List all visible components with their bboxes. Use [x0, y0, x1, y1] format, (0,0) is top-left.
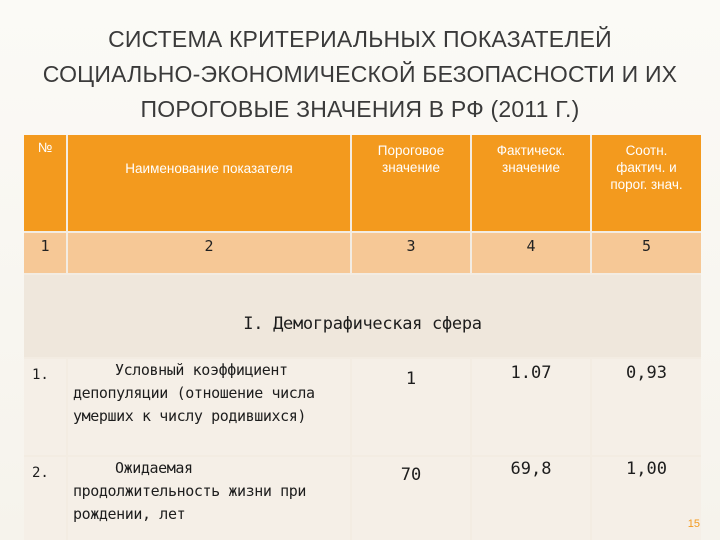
table-row-actual-cell	[472, 359, 590, 455]
header-number-label: №	[37, 140, 53, 155]
table-row-actual-cell	[472, 457, 590, 540]
header-ratio-line: Соотн.	[625, 143, 668, 158]
column-number: 2	[204, 237, 214, 255]
title-line-2: СОЦИАЛЬНО-ЭКОНОМИЧЕСКОЙ БЕЗОПАСНОСТИ И ИХ	[42, 61, 678, 87]
header-actual-line: Фактическ.	[496, 143, 566, 158]
header-threshold-line: Пороговое	[377, 143, 445, 158]
indicator-name: Ожидаемая продолжительность жизни при рождении, лет	[73, 459, 307, 523]
column-number: 3	[406, 237, 416, 255]
table-row-index-cell	[24, 359, 66, 455]
row-index: 1.	[32, 367, 49, 383]
header-ratio-label	[592, 142, 701, 193]
actual-value: 1.07	[510, 363, 552, 383]
column-number-cell	[24, 233, 66, 273]
threshold-value: 1	[405, 369, 417, 389]
section-title: I. Демографическая сфера	[243, 314, 482, 334]
page-number: 15	[687, 518, 700, 530]
header-actual	[472, 135, 590, 231]
header-threshold-label	[352, 142, 470, 176]
header-threshold-line: значение	[382, 160, 440, 175]
column-number: 5	[641, 237, 652, 255]
ratio-value: 1,00	[626, 459, 667, 479]
header-ratio-line: фактич. и	[616, 160, 677, 175]
header-actual-line: значение	[502, 160, 560, 175]
threshold-value: 70	[400, 465, 422, 485]
table-row-ratio-cell	[592, 457, 701, 540]
slide-title	[20, 22, 700, 127]
header-ratio	[592, 135, 701, 231]
table-row-threshold-cell	[352, 457, 470, 540]
table-row-threshold-cell	[352, 359, 470, 455]
header-indicator-name	[68, 135, 350, 231]
table-row-index-cell	[24, 457, 66, 540]
column-number-cell	[472, 233, 590, 273]
ratio-value: 0,93	[626, 363, 667, 383]
table-row-name-cell	[68, 457, 350, 540]
header-number	[24, 135, 66, 231]
table-row-name-cell	[68, 359, 350, 455]
indicator-name: Условный коэффициент депопуляции (отношение числа умерших к числу родившихся)	[73, 361, 315, 425]
column-number-cell	[68, 233, 350, 273]
actual-value: 69,8	[510, 459, 552, 479]
column-number-cell	[352, 233, 470, 273]
header-threshold	[352, 135, 470, 231]
table-row-ratio-cell	[592, 359, 701, 455]
title-line-3: ПОРОГОВЫЕ ЗНАЧЕНИЯ В РФ (2011 Г.)	[140, 96, 580, 122]
criteria-table	[24, 135, 701, 540]
section-row	[24, 275, 701, 357]
column-number: 1	[40, 237, 50, 255]
row-index: 2.	[32, 465, 49, 481]
header-ratio-line: порог. знач.	[610, 177, 683, 192]
column-number: 4	[526, 237, 536, 255]
header-actual-label	[472, 142, 590, 176]
column-number-cell	[592, 233, 701, 273]
header-indicator-name-label: Наименование показателя	[125, 161, 293, 176]
title-line-1: СИСТЕМА КРИТЕРИАЛЬНЫХ ПОКАЗАТЕЛЕЙ	[108, 26, 612, 52]
